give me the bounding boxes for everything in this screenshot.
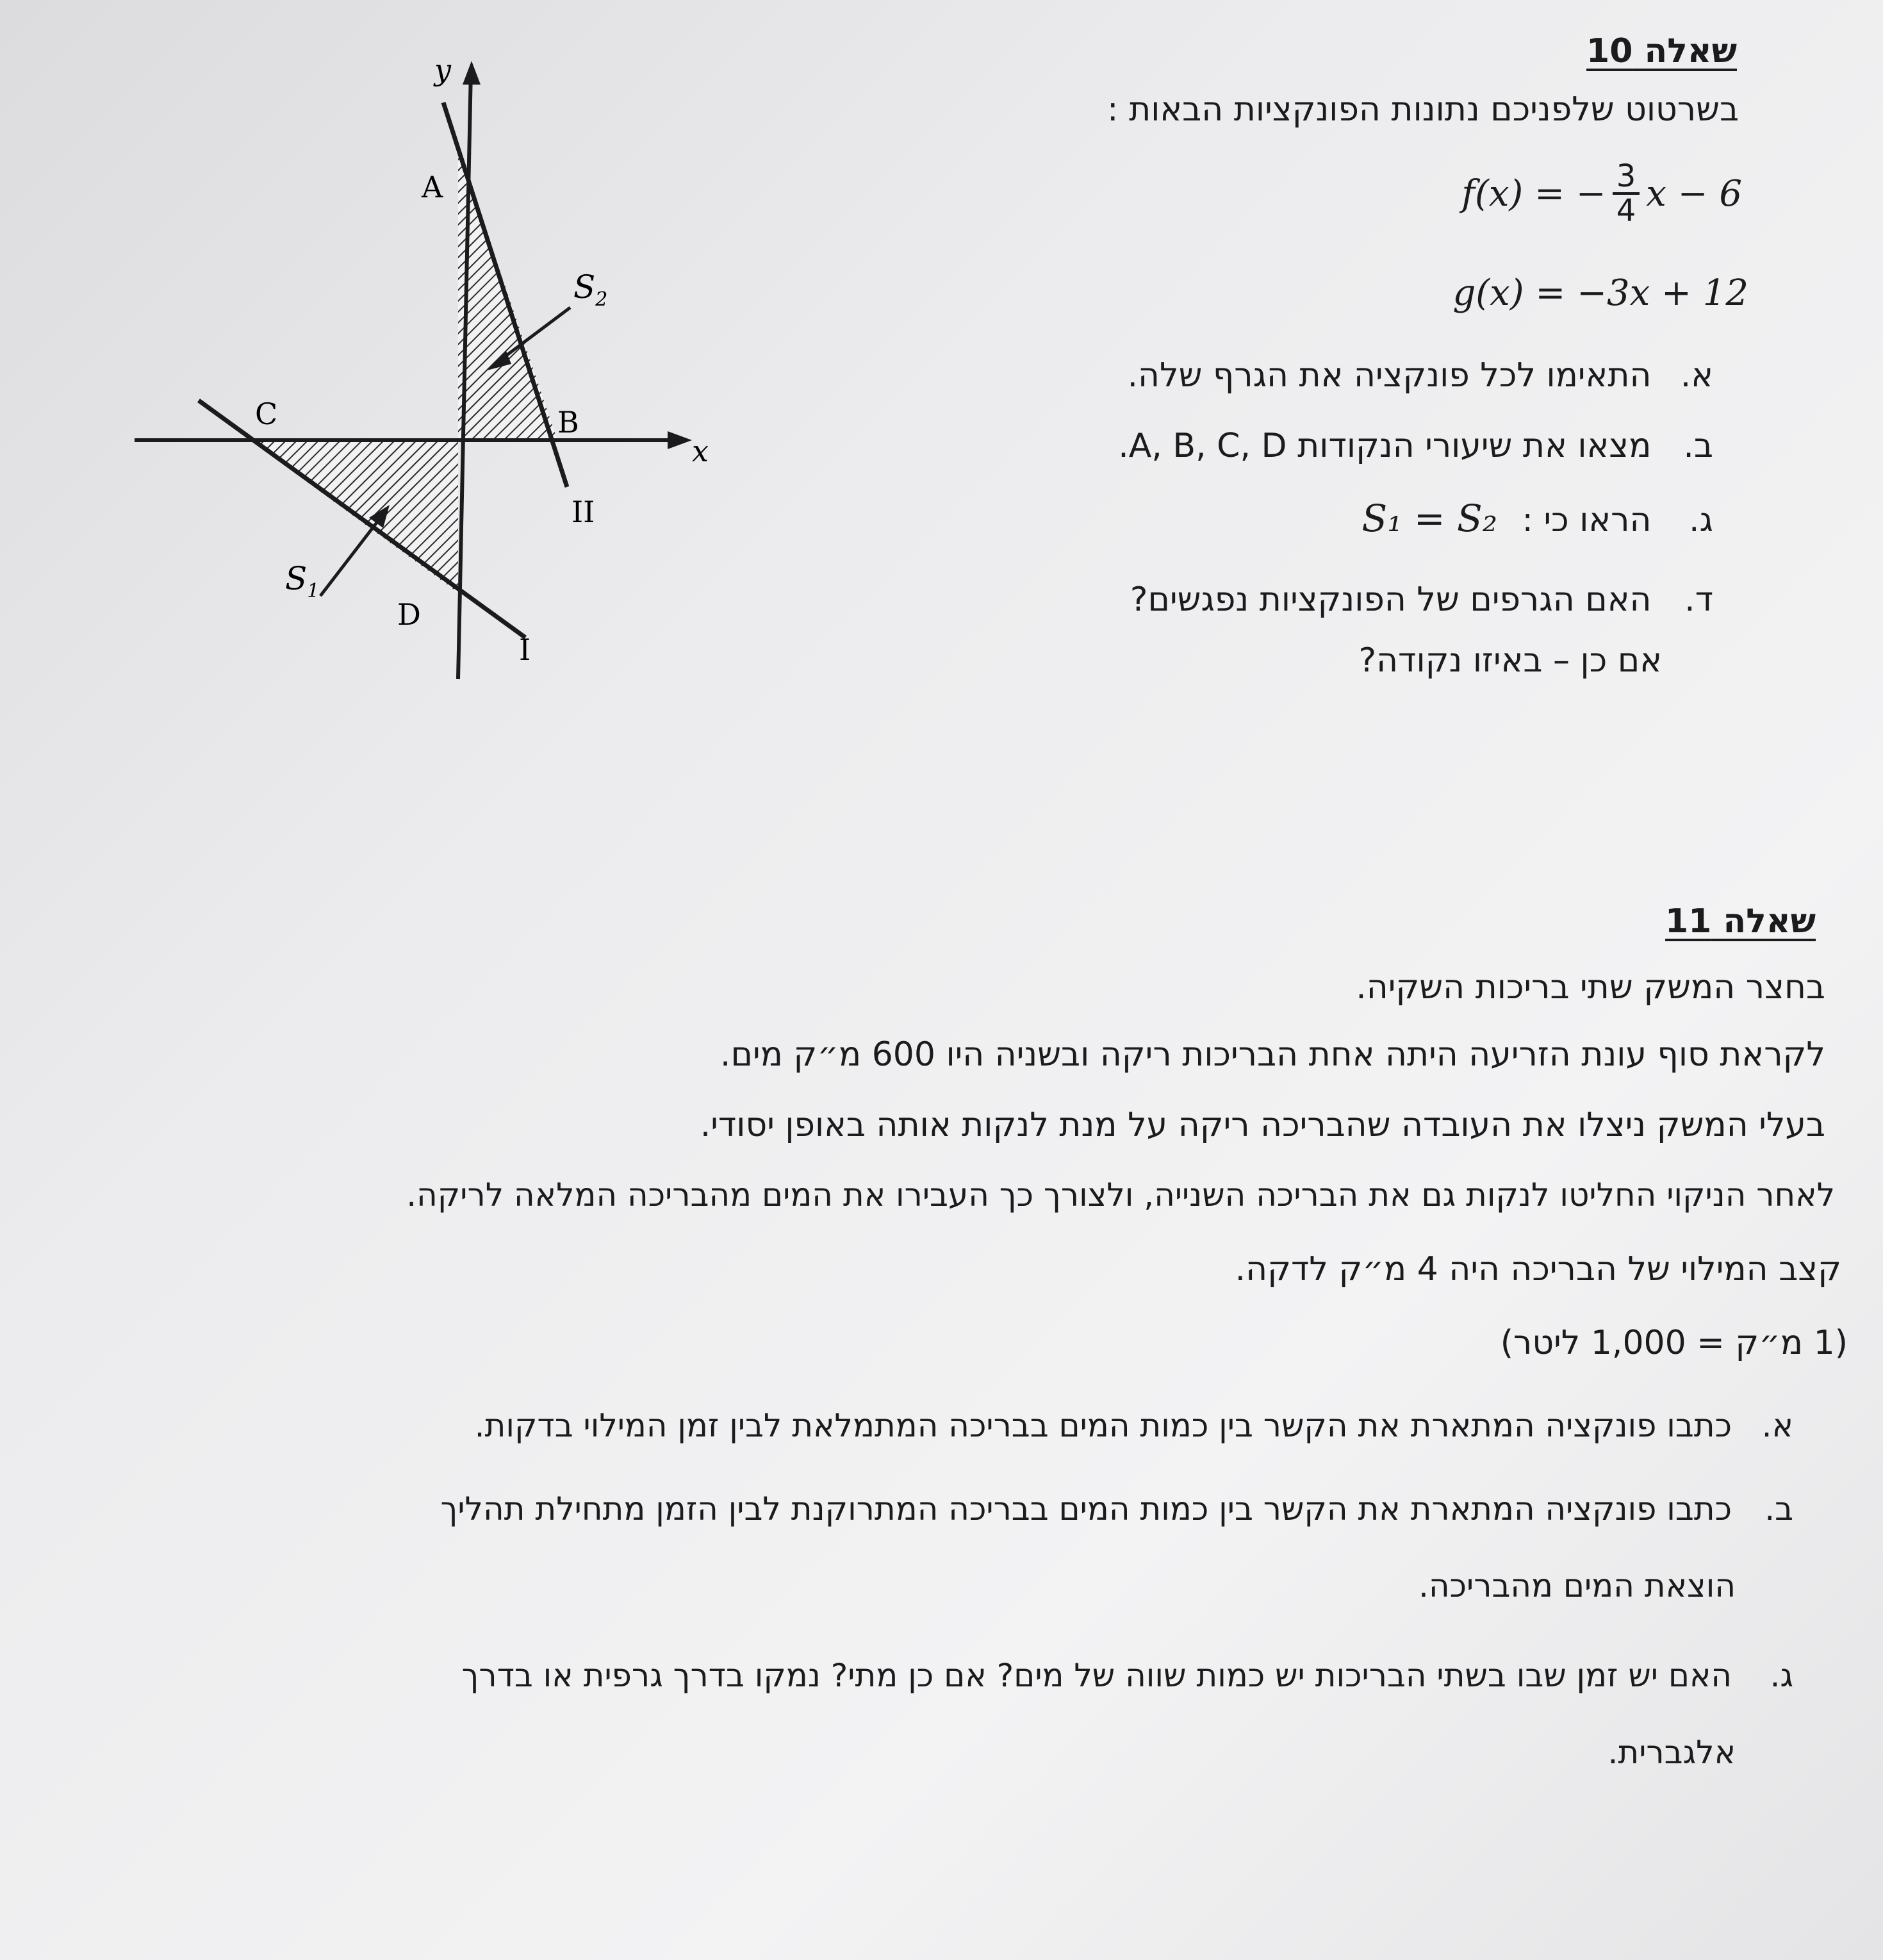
q11-item-a — [475, 1406, 1793, 1445]
q11-item-c-letter: ג. — [1770, 1657, 1793, 1694]
q11-paragraph-line-5: קצב המילוי של הבריכה היה 4 מ״ק לדקה. — [1235, 1250, 1841, 1289]
q10-item-c-math: S₁ = S₂ — [1361, 497, 1497, 540]
s1-pointer-arrow — [320, 513, 384, 596]
s1-subscript: 1 — [307, 580, 320, 602]
question-11-heading: שאלה 11 — [1665, 902, 1816, 941]
formula-f-rhs: x − 6 — [1646, 172, 1742, 215]
point-a-label: A — [422, 170, 443, 204]
q11-paragraph-line-6: (1 מ״ק = 1,000 ליטר) — [1500, 1324, 1848, 1362]
q10-item-a — [1128, 356, 1713, 395]
y-axis-label: y — [434, 53, 451, 87]
q10-item-d-continuation: אם כן – באיזו נקודה? — [1358, 641, 1662, 680]
s2-label — [573, 268, 607, 311]
s1-label — [285, 560, 319, 602]
q11-item-c-line-2: אלגברית. — [1608, 1734, 1736, 1771]
q11-item-b-line-1: כתבו פונקציה המתארת את הקשר בין כמות המים בבריכה המתרוקנת לבין הזמן מתחילת תהליך — [440, 1490, 1732, 1528]
point-c-label: C — [255, 397, 278, 431]
question-10-intro: בשרטוט שלפניכם נתונות הפונקציות הבאות : — [1107, 90, 1739, 129]
q10-item-d — [1130, 580, 1713, 620]
q11-paragraph-line-3: בעלי המשק ניצלו את העובדה שהבריכה ריקה על מנת לנקות אותה באופן יסודי. — [700, 1106, 1825, 1144]
q11-item-a-letter: א. — [1761, 1407, 1793, 1444]
s1-letter: S — [285, 560, 308, 597]
formula-f-lhs: f(x) = − — [1461, 172, 1606, 215]
q10-item-b-letter: ב. — [1683, 427, 1713, 465]
q11-item-c-line-1: האם יש זמן שבו בשתי הבריכות יש כמות שווה של מים? אם כן מתי? נמקו בדרך גרפית או בדרך — [461, 1657, 1732, 1694]
q10-item-d-letter: ד. — [1684, 581, 1713, 619]
q10-item-a-text: התאימו לכל פונקציה את הגרף שלה. — [1127, 356, 1652, 395]
point-d-label: D — [397, 597, 421, 632]
q10-item-b — [1118, 426, 1713, 466]
point-b-label: B — [557, 405, 579, 440]
s2-letter: S — [573, 268, 596, 306]
formula-f-numerator: 3 — [1613, 160, 1640, 195]
q11-paragraph-line-4: לאחר הניקוי החליטו לנקות גם את הבריכה השנייה, ולצורך כך העבירו את המים מהבריכה המלאה לריקה. — [406, 1176, 1835, 1214]
q11-item-a-line-1: כתבו פונקציה המתארת את הקשר בין כמות המים בבריכה המתמלאת לבין זמן המילוי בדקות. — [474, 1407, 1732, 1444]
formula-f-fraction — [1613, 160, 1640, 227]
q11-item-b-letter: ב. — [1764, 1490, 1793, 1528]
q11-paragraph-line-1: בחצר המשק שתי בריכות השקיה. — [1356, 968, 1825, 1007]
x-axis-label: x — [692, 434, 709, 468]
q10-item-a-letter: א. — [1680, 356, 1713, 395]
x-axis-arrow — [668, 431, 692, 449]
question-10-heading: שאלה 10 — [1586, 32, 1737, 70]
q10-item-c-letter: ג. — [1689, 501, 1713, 539]
line-ii-label: II — [571, 495, 595, 529]
q10-item-d-text: האם הגרפים של הפונקציות נפגשים? — [1130, 581, 1652, 619]
q10-item-c — [1362, 497, 1713, 541]
s2-subscript: 2 — [595, 288, 608, 311]
formula-g: g(x) = −3x + 12 — [1452, 272, 1748, 314]
y-axis-arrow — [463, 61, 481, 85]
formula-f — [1461, 160, 1742, 227]
q10-item-c-text: הראו כי : — [1522, 501, 1652, 539]
q11-paragraph-line-2: לקראת סוף עונת הזריעה היתה אחת הבריכות ריקה ובשניה היו 600 מ״ק מים. — [719, 1035, 1825, 1074]
function-graph — [115, 45, 756, 692]
q11-item-b — [441, 1490, 1793, 1528]
q11-item-c — [462, 1656, 1794, 1695]
formula-f-denominator: 4 — [1616, 193, 1636, 229]
q10-item-b-text: מצאו את שיעורי הנקודות A, B, C, D. — [1118, 427, 1652, 465]
q11-item-b-line-2: הוצאת המים מהבריכה. — [1418, 1567, 1736, 1604]
line-i-label: I — [519, 632, 531, 667]
